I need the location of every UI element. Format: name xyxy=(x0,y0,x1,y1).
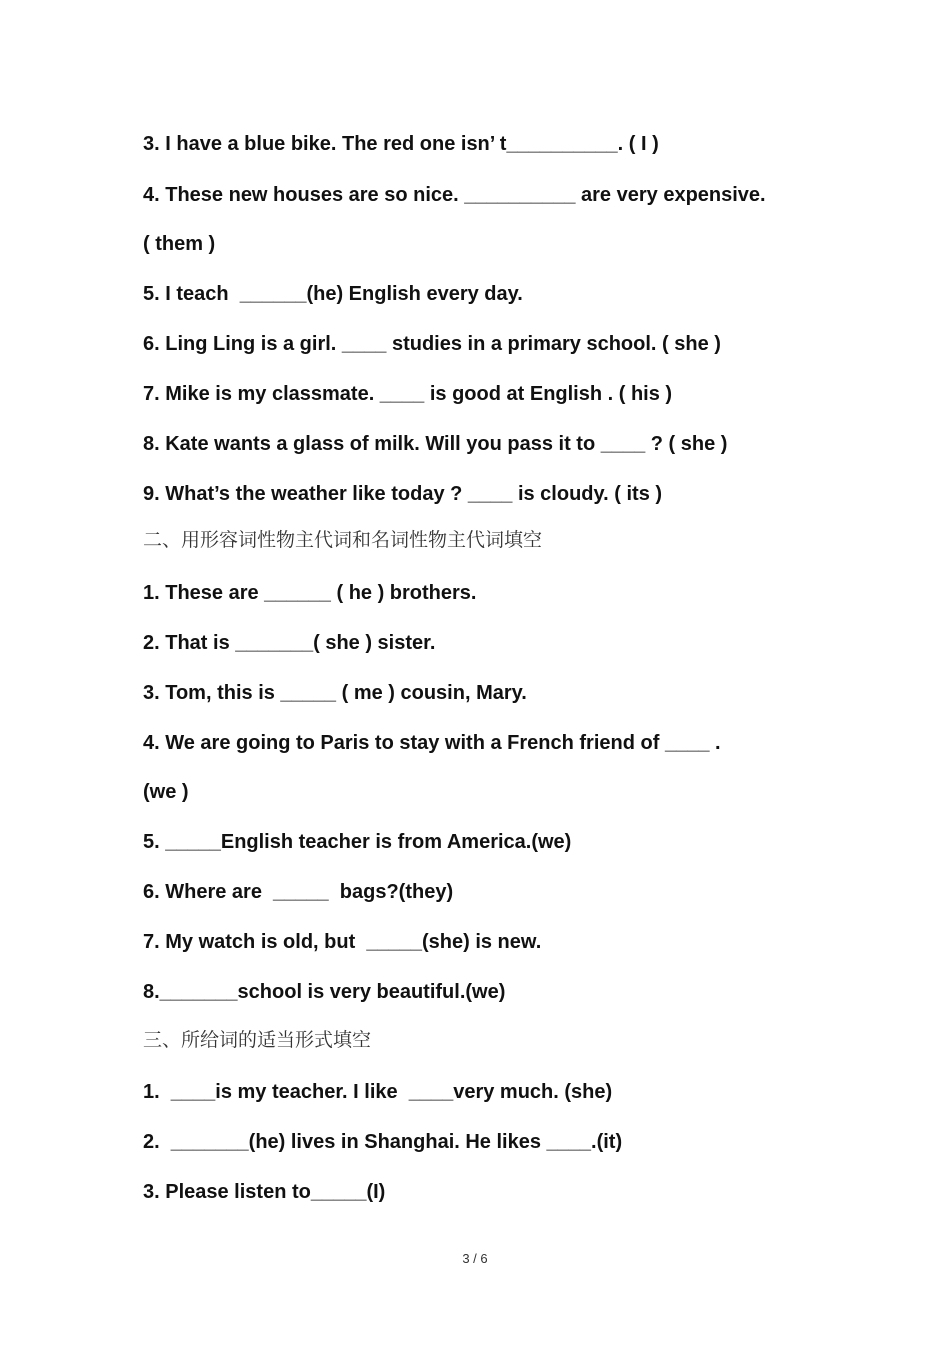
exercise-line: ( them ) xyxy=(143,233,216,255)
exercise-line: 5. _____English teacher is from America.(we) xyxy=(143,831,572,853)
exercise-line: 3. I have a blue bike. The red one isn’ t__________. ( I ) xyxy=(143,133,659,155)
exercise-line: 2. _______(he) lives in Shanghai. He likes ____.(it) xyxy=(143,1131,623,1153)
exercise-line: 6. Where are _____ bags?(they) xyxy=(143,881,454,903)
exercise-line: 7. My watch is old, but _____(she) is new. xyxy=(143,931,542,953)
exercise-line: 4. These new houses are so nice. __________ are very expensive. xyxy=(143,184,766,206)
exercise-line: 8._______school is very beautiful.(we) xyxy=(143,981,506,1003)
exercise-line: 1. These are ______ ( he ) brothers. xyxy=(143,582,477,604)
exercise-line: 4. We are going to Paris to stay with a French friend of ____ . xyxy=(143,732,721,754)
exercise-line: 3. Tom, this is _____ ( me ) cousin, Mary. xyxy=(143,682,527,704)
exercise-line: 5. I teach ______(he) English every day. xyxy=(143,283,523,305)
exercise-line: (we ) xyxy=(143,781,189,803)
section-heading: 二、用形容词性物主代词和名词性物主代词填空 xyxy=(143,529,543,551)
exercise-line: 8. Kate wants a glass of milk. Will you pass it to ____ ? ( she ) xyxy=(143,433,728,455)
exercise-line: 3. Please listen to_____(I) xyxy=(143,1181,386,1203)
exercise-line: 9. What’s the weather like today ? ____ is cloudy. ( its ) xyxy=(143,483,663,505)
section-heading: 三、所给词的适当形式填空 xyxy=(143,1029,372,1051)
exercise-line: 2. That is _______( she ) sister. xyxy=(143,632,436,654)
exercise-line: 6. Ling Ling is a girl. ____ studies in a primary school. ( she ) xyxy=(143,333,721,355)
exercise-line: 7. Mike is my classmate. ____ is good at English . ( his ) xyxy=(143,383,673,405)
exercise-line: 1. ____is my teacher. I like ____very much. (she) xyxy=(143,1081,613,1103)
page-number: 3 / 6 xyxy=(462,1251,488,1266)
